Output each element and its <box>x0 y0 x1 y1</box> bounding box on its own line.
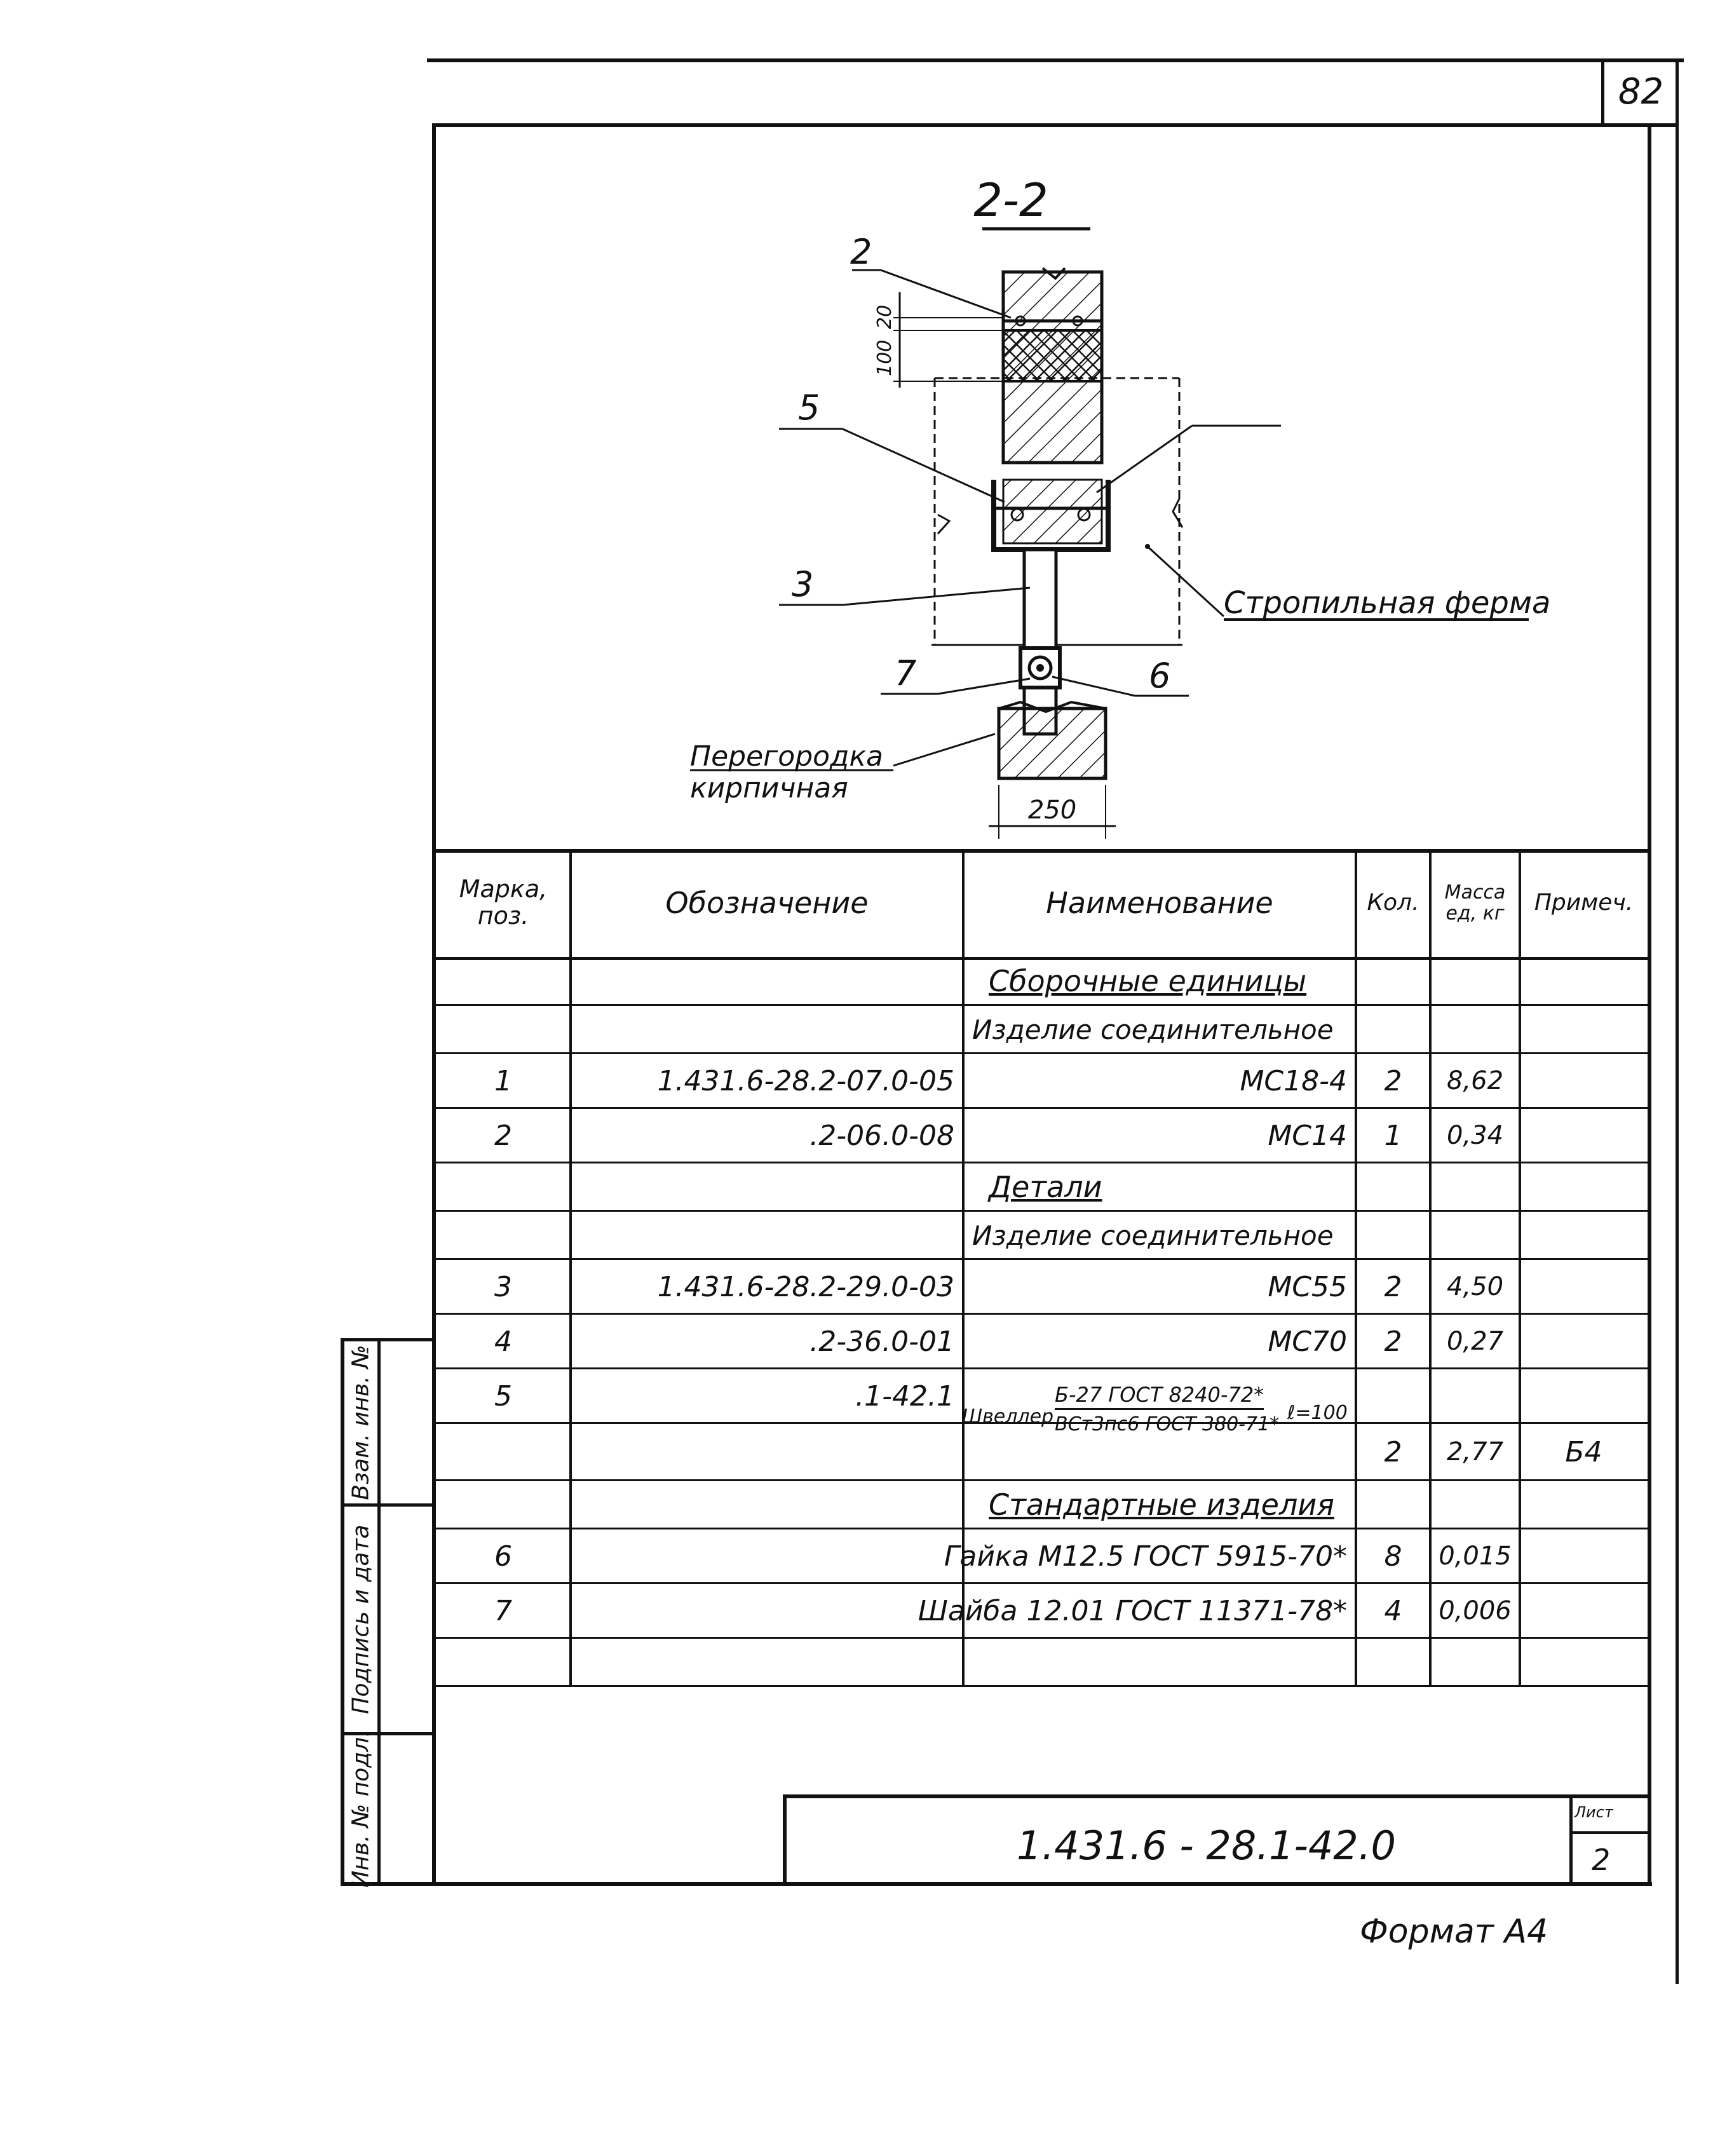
cell-mass <box>1430 1005 1520 1054</box>
cell-mark <box>436 1423 571 1481</box>
cell-des: 1.431.6-28.2-29.0-03 <box>657 1270 954 1303</box>
header-note: Примеч. <box>1534 890 1634 916</box>
side-stamp-sign-date: Подпись и дата <box>348 1524 374 1714</box>
insulation-layer <box>1003 330 1102 381</box>
outer-right-line <box>1676 58 1679 1984</box>
table-row-line <box>436 1685 1648 1687</box>
cell-mass <box>1430 957 1520 1005</box>
cell-mass <box>1430 1163 1520 1211</box>
cell-qty: 2 <box>1384 1064 1402 1097</box>
cell-des: 1.431.6-28.2-07.0-05 <box>657 1064 954 1097</box>
cell-name: Сборочные единицы <box>989 964 1307 998</box>
cell-note <box>1520 1481 1648 1529</box>
cell-des <box>571 1211 963 1259</box>
cell-mark: 5 <box>494 1380 512 1413</box>
channel-length: ℓ=100 <box>1287 1402 1348 1424</box>
cell-des: .2-36.0-01 <box>809 1325 954 1358</box>
cell-des <box>571 1005 963 1054</box>
cell-name <box>963 1638 1356 1686</box>
cell-note <box>1520 1314 1648 1369</box>
cell-mass: 0,006 <box>1439 1596 1512 1625</box>
dim-250: 250 <box>1027 796 1077 825</box>
cell-mark: 4 <box>494 1325 512 1358</box>
frame-right-line <box>1648 123 1651 1885</box>
cell-name: Гайка М12.5 ГОСТ 5915-70* <box>944 1540 1347 1573</box>
callout-3: 3 <box>792 564 814 604</box>
cell-note <box>1520 1005 1648 1054</box>
cell-mark <box>436 1005 571 1054</box>
cell-mark <box>436 1163 571 1211</box>
sheet-label: Лист <box>1574 1803 1613 1821</box>
cell-des <box>571 1481 963 1529</box>
header-mark: Марка, поз. <box>459 875 548 930</box>
cell-note <box>1520 1369 1648 1423</box>
cell-des <box>571 957 963 1005</box>
channel-denominator: ВСт3пс6 ГОСТ 380-71* <box>1055 1413 1280 1435</box>
cell-des <box>571 1583 963 1638</box>
document-code: 1.431.6 - 28.1-42.0 <box>1017 1822 1396 1869</box>
header-mass: Масса ед, кг <box>1444 881 1506 925</box>
cell-name: МС55 <box>1268 1270 1347 1303</box>
cell-note <box>1520 1108 1648 1163</box>
cell-note <box>1520 1259 1648 1314</box>
side-stamp-inv-original: Инв. № подл. <box>348 1730 374 1888</box>
dim-20: 20 <box>874 304 896 329</box>
cell-qty: 2 <box>1384 1270 1402 1303</box>
cell-name: МС70 <box>1268 1325 1347 1358</box>
cell-mark <box>436 1211 571 1259</box>
channel-spec <box>959 1383 1366 1453</box>
lower-partition <box>999 708 1106 778</box>
cell-name: МС14 <box>1268 1119 1347 1152</box>
frame-bottom-line <box>343 1882 1652 1886</box>
format-label: Формат А4 <box>1360 1913 1548 1951</box>
cell-mass: 0,015 <box>1439 1542 1512 1571</box>
partition-label-line2: кирпичная <box>690 772 848 804</box>
cell-qty <box>1356 1163 1430 1211</box>
cell-qty <box>1356 1005 1430 1054</box>
cell-mass <box>1430 1369 1520 1423</box>
cell-mass: 0,27 <box>1446 1327 1504 1356</box>
header-designation: Обозначение <box>665 885 869 920</box>
cell-des <box>571 1529 963 1583</box>
specification-table <box>436 849 1648 1675</box>
cell-mass <box>1430 1211 1520 1259</box>
cell-name: МС18-4 <box>1240 1064 1347 1097</box>
callout-2: 2 <box>850 232 872 272</box>
header-name: Наименование <box>1046 885 1273 920</box>
cell-mass: 8,62 <box>1446 1066 1504 1095</box>
cell-mass <box>1430 1481 1520 1529</box>
top-border-line <box>427 58 1684 62</box>
cell-name: Шайба 12.01 ГОСТ 11371-78* <box>918 1594 1347 1627</box>
cell-qty <box>1356 957 1430 1005</box>
title-block-left <box>783 1794 787 1885</box>
cell-qty <box>1356 1638 1430 1686</box>
cell-qty <box>1356 1211 1430 1259</box>
cell-mark: 1 <box>494 1064 512 1097</box>
cell-note <box>1520 957 1648 1005</box>
cell-qty <box>1356 1481 1430 1529</box>
title-block-sheet-div <box>1569 1831 1649 1834</box>
sheet-value: 2 <box>1592 1843 1611 1877</box>
cell-note <box>1520 1054 1648 1108</box>
cell-mark: 3 <box>494 1270 512 1303</box>
side-stamp-inv-replacement: Взам. инв. № <box>348 1345 374 1500</box>
header-qty: Кол. <box>1367 890 1419 916</box>
channel-numerator: Б-27 ГОСТ 8240-72* <box>1055 1383 1264 1410</box>
cell-mark <box>436 1481 571 1529</box>
callout-5: 5 <box>798 388 820 428</box>
section-drawing <box>436 127 1648 851</box>
cell-mark: 7 <box>494 1594 512 1627</box>
cell-mark: 2 <box>494 1119 512 1152</box>
cell-name: Изделие соединительное <box>972 1014 1334 1045</box>
sheet-number-box-left <box>1601 58 1604 126</box>
cell-des <box>571 1638 963 1686</box>
cell-qty: 2 <box>1384 1435 1402 1468</box>
title-block-top <box>783 1794 1651 1798</box>
partition-label-line1: Перегородка <box>690 740 884 773</box>
cell-name: Детали <box>989 1170 1102 1204</box>
callout-6: 6 <box>1149 656 1171 696</box>
cell-mark <box>436 1638 571 1686</box>
cell-qty <box>1356 1369 1430 1423</box>
cell-mass: 0,34 <box>1446 1121 1504 1150</box>
rafter-truss-label: Стропильная ферма <box>1224 585 1551 621</box>
cell-mark: 6 <box>494 1540 512 1573</box>
cell-des: .1-42.1 <box>855 1380 954 1413</box>
cell-qty: 8 <box>1384 1540 1402 1573</box>
cell-qty: 4 <box>1384 1594 1402 1627</box>
side-stamp-inner-left <box>377 1338 381 1886</box>
cell-name: Изделие соединительное <box>972 1219 1334 1251</box>
cell-note <box>1520 1583 1648 1638</box>
cell-mark <box>436 957 571 1005</box>
title-block-sheet-left <box>1569 1794 1573 1885</box>
cell-note: Б4 <box>1565 1435 1602 1468</box>
cell-note <box>1520 1163 1648 1211</box>
cell-mass <box>1430 1638 1520 1686</box>
cell-mass: 2,77 <box>1446 1437 1504 1467</box>
cell-des <box>571 1423 963 1481</box>
callout-7: 7 <box>895 653 917 693</box>
cell-note <box>1520 1211 1648 1259</box>
section-title: 2-2 <box>973 173 1048 227</box>
cell-note <box>1520 1638 1648 1686</box>
dim-100: 100 <box>874 339 896 376</box>
cell-name: Стандартные изделия <box>989 1488 1334 1522</box>
cell-des: .2-06.0-08 <box>809 1119 954 1152</box>
sheet-number: 82 <box>1618 71 1664 112</box>
cell-mass: 4,50 <box>1446 1272 1504 1301</box>
channel-prefix: Швеллер <box>962 1406 1054 1428</box>
cell-qty: 2 <box>1384 1325 1402 1358</box>
cell-note <box>1520 1529 1648 1583</box>
cell-des <box>571 1163 963 1211</box>
cell-qty: 1 <box>1384 1119 1402 1152</box>
